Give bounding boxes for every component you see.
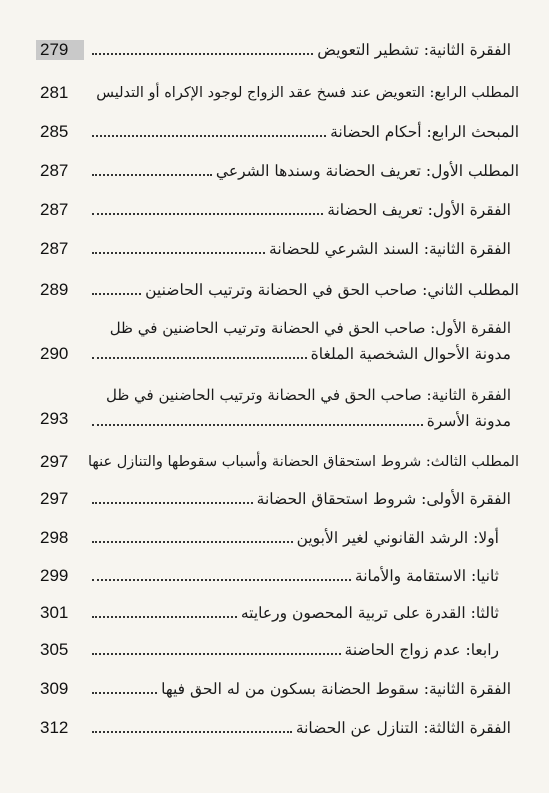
entry-title: المطلب الثاني: صاحب الحق في الحضانة وترتيب الحاضنين — [145, 281, 519, 299]
page-number: 285 — [40, 122, 69, 141]
page-number: 309 — [40, 679, 69, 698]
page-number: 297 — [40, 452, 69, 471]
page-number: 298 — [40, 528, 69, 547]
entry-title: الفقرة الثانية: صاحب الحق في الحضانة وترتيب الحاضنين في ظل — [105, 386, 511, 404]
entry-title: الفقرة الثانية: السند الشرعي للحضانة — [269, 240, 511, 258]
leader-dots — [92, 357, 307, 359]
page-number: 301 — [40, 603, 69, 622]
page-number: 287 — [40, 161, 69, 180]
page-number: 305 — [40, 640, 69, 659]
page-number: 299 — [40, 566, 69, 585]
entry-title: رابعا: عدم زواج الحاضنة — [344, 641, 499, 659]
entry-title-continued: مدونة الأحوال الشخصية الملغاة — [310, 345, 511, 363]
leader-dots — [92, 692, 157, 694]
leader-dots — [92, 616, 237, 618]
leader-dots — [92, 252, 265, 254]
page-number: 289 — [40, 280, 69, 299]
toc-entry — [0, 318, 549, 366]
entry-title: المبحث الرابع: أحكام الحضانة — [330, 123, 519, 141]
entry-title: الفقرة الأول: صاحب الحق في الحضانة وترتيب الحاضنين في ظل — [109, 319, 511, 337]
entry-title: الفقرة الثانية: تشطير التعويض — [317, 41, 511, 59]
entry-title: أولا: الرشد القانوني لغير الأبوين — [296, 529, 499, 547]
leader-dots — [92, 653, 341, 655]
page-number: 287 — [40, 200, 69, 219]
leader-dots — [92, 731, 292, 733]
leader-dots — [92, 424, 423, 426]
entry-title-continued: مدونة الأسرة — [426, 412, 511, 430]
leader-dots — [92, 502, 253, 504]
entry-title: ثانيا: الاستقامة والأمانة — [354, 567, 499, 585]
entry-title: الفقرة الأولى: شروط استحقاق الحضانة — [256, 490, 511, 508]
leader-dots — [92, 53, 313, 55]
page-number: 293 — [40, 409, 69, 428]
entry-title: ثالثا: القدرة على تربية المحصون ورعايته — [240, 604, 499, 622]
leader-dots — [92, 293, 141, 295]
leader-dots — [92, 213, 323, 215]
page-number: 287 — [40, 239, 69, 258]
entry-title: الفقرة الأول: تعريف الحضانة — [327, 201, 511, 219]
page-number: 312 — [40, 718, 69, 737]
entry-title: المطلب الرابع: التعويض عند فسخ عقد الزواج لوجود الإكراه أو التدليس — [96, 85, 519, 101]
page-number: 281 — [40, 83, 69, 102]
page-number: 290 — [40, 344, 69, 363]
leader-dots — [92, 541, 293, 543]
leader-dots — [92, 579, 351, 581]
page-number: 297 — [40, 489, 69, 508]
leader-dots — [92, 174, 212, 176]
leader-dots — [92, 135, 326, 137]
entry-title: الفقرة الثانية: سقوط الحضانة بسكون من له الحق فيها — [161, 680, 511, 698]
entry-title: المطلب الثالث: شروط استحقاق الحضانة وأسباب سقوطها والتنازل عنها — [87, 454, 519, 470]
entry-title: المطلب الأول: تعريف الحضانة وسندها الشرعي — [215, 162, 519, 180]
toc-entry — [0, 385, 549, 433]
page-number: 279 — [36, 40, 84, 60]
entry-title: الفقرة الثالثة: التنازل عن الحضانة — [295, 719, 511, 737]
